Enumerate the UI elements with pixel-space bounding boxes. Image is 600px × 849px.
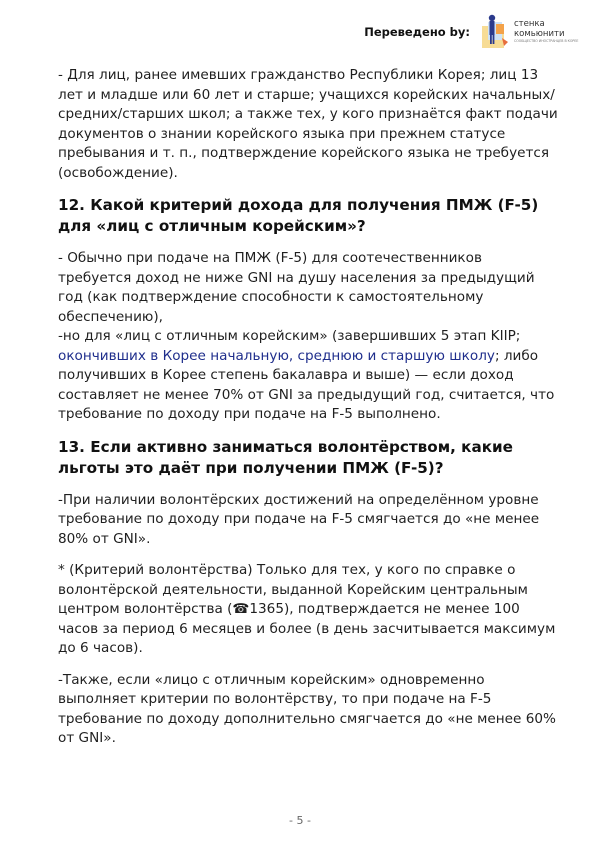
paragraph-gni-korean-start: -но для «лиц с отличным корейским» (завершивших 5 этап KIIP; — [58, 328, 521, 344]
paragraph-gni-korean-end: ; либо получивших в Корее степень бакалавра и выше) — если доход составляет не менее 70% от GNI за предыдущий год, считается, что требование по доходу при подаче на F-5 выполнено. — [58, 347, 555, 422]
question-12-heading: 12. Какой критерий дохода для получения ПМЖ (F-5) для «лиц с отличным корейским»? — [58, 196, 539, 235]
paragraph-volunteer-80: -При наличии волонтёрских достижений на определённом уровне требование по доходу при подаче на F-5 смягчается до «не менее 80% от GNI». — [58, 491, 540, 547]
logo-text-line1: стенка — [514, 19, 545, 29]
logo-text — [514, 19, 578, 44]
paragraph-volunteer-60: -Также, если «лицо с отличным корейским» одновременно выполняет критерии по волонтёрству, то при подаче на F-5 требование по доходу дополнительно смягчается до «не менее 60% от GNI». — [58, 671, 556, 746]
paragraph-language-exemption: - Для лиц, ранее имевших гражданство Республики Корея; лиц 13 лет и младше или 60 лет и старше; учащихся корейских начальных/средних/старших школ; а также тех, у кого признаётся факт подачи документов о знании корейского языка при прежнем статусе пребывания и т. п., подтверждение корейского языка не требуется (освобождение). — [58, 67, 558, 181]
translated-by-label: Переведено by: — [364, 25, 470, 39]
question-13-heading: 13. Если активно заниматься волонтёрством, какие льготы это даёт при получении ПМЖ (F-5)? — [58, 437, 513, 477]
stenka-logo — [478, 12, 579, 52]
stenka-logo-icon — [478, 12, 512, 52]
logo-tagline: СООБЩЕСТВО ИНОСТРАНЦЕВ В КОРЕЕ — [514, 39, 579, 43]
page-number: - 5 - — [289, 814, 311, 827]
paragraph-gni-general: - Обычно при подаче на ПМЖ (F-5) для соотечественников требуется доход не ниже GNI на душу населения за предыдущий год (как подтверждение способности к самостоятельному обеспечению), — [58, 250, 535, 325]
logo-text-line2: комьюнити — [514, 29, 565, 39]
paragraph-volunteer-criteria: * (Критерий волонтёрства) Только для тех, у кого по справке о волонтёрской деятельности, выданной Корейским центральным центром волонтёрства (☎1365), подтверждается не менее 100 часов за период 6 месяцев и более (в день засчитывается максимум до 6 часов). — [58, 562, 556, 656]
highlighted-school-text: окончивших в Корее начальную, среднюю и старшую школу — [58, 347, 495, 364]
paragraph-gni-korean — [58, 327, 558, 425]
document-body — [58, 66, 558, 761]
page-header — [364, 12, 579, 52]
